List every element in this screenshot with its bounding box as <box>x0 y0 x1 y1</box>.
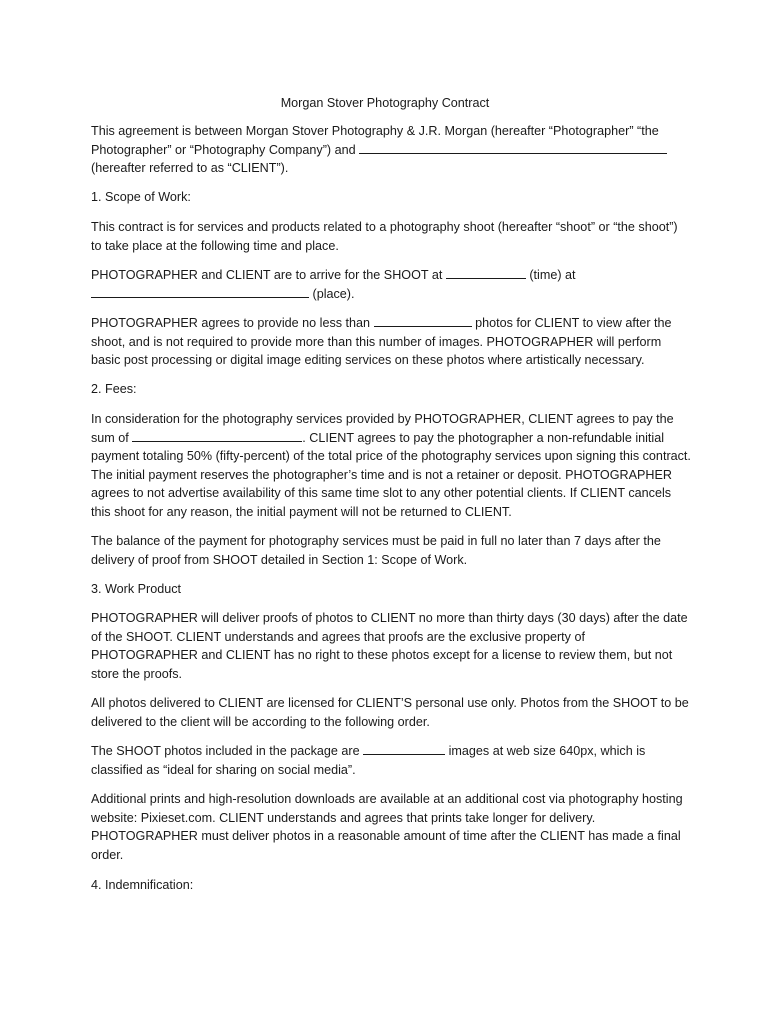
section1-heading: 1. Scope of Work: <box>91 190 191 204</box>
fees-text-end: . CLIENT agrees to pay the photographer a non-refundable initial payment totaling 50% (fifty-percent) of the total price of the photography services upon signing this contract. The initial payment reserves the photographer’s time and is not a retainer or deposit. PHOTOGRAPHER agrees to not advertise availability of this same time slot to any other potential clients. If CLIENT cancels this shoot for any reason, the initial payment will not be returned to CLIENT. <box>91 430 691 519</box>
sum-blank[interactable] <box>132 429 302 442</box>
time-label: (time) at <box>529 268 576 282</box>
photos-count-blank[interactable] <box>374 314 472 327</box>
arrive-text: PHOTOGRAPHER and CLIENT are to arrive for the SHOOT at <box>91 268 443 282</box>
section1-paragraph-2 <box>91 266 691 303</box>
section3-paragraph-2: All photos delivered to CLIENT are licensed for CLIENT’S personal use only. Photos from the SHOOT to be delivered to the client will be according to the following order. <box>91 696 689 729</box>
package-text: The SHOOT photos included in the package are <box>91 744 360 758</box>
section3-paragraph-1: PHOTOGRAPHER will deliver proofs of photos to CLIENT no more than thirty days (30 days) after the date of the SHOOT. CLIENT understands and agrees that proofs are the exclusive property of PHOTOGRAPHER and CLIENT has no right to these photos except for a license to review them, but not store the proofs. <box>91 611 688 681</box>
section1-paragraph-1: This contract is for services and products related to a photography shoot (hereafter “shoot” or “the shoot”) to take place at the following time and place. <box>91 220 678 253</box>
photos-count-text: PHOTOGRAPHER agrees to provide no less than <box>91 316 371 330</box>
section3-paragraph-4: Additional prints and high-resolution downloads are available at an additional cost via photography hosting website: Pixieset.com. CLIENT understands and agrees that prints take longer for delivery. PHOTOGRAPHER must deliver photos in a reasonable amount of time after the CLIENT has made a final order. <box>91 792 683 862</box>
section4-heading: 4. Indemnification: <box>91 878 194 892</box>
time-blank[interactable] <box>446 266 526 279</box>
place-label: (place). <box>312 286 355 301</box>
section3-heading: 3. Work Product <box>91 582 182 596</box>
section2-paragraph-2: The balance of the payment for photography services must be paid in full no later than 7 days after the delivery of proof from SHOOT detailed in Section 1: Scope of Work. <box>91 534 661 567</box>
section2-paragraph-1 <box>91 410 691 522</box>
page-title: Morgan Stover Photography Contract <box>280 96 490 110</box>
intro-text-end: (hereafter referred to as “CLIENT”). <box>91 161 289 176</box>
intro-text: This agreement is between Morgan Stover Photography & J.R. Morgan (hereafter “Photographer” “the Photographer” or “Photography Company”) and <box>91 124 659 157</box>
place-blank[interactable] <box>91 285 309 298</box>
client-name-blank[interactable] <box>359 141 667 154</box>
images-count-blank[interactable] <box>363 742 445 755</box>
intro-paragraph <box>91 122 691 178</box>
package-text-end: images at web size 640px, which is classified as “ideal for sharing on social media”. <box>91 744 646 777</box>
fees-text: In consideration for the photography services provided by PHOTOGRAPHER, CLIENT agrees to pay the sum of <box>91 412 674 445</box>
section3-paragraph-3 <box>91 742 691 779</box>
section2-heading: 2. Fees: <box>91 382 137 396</box>
photos-count-text-end: photos for CLIENT to view after the shoot, and is not required to provide more than this number of images. PHOTOGRAPHER will perform basic post processing or digital image editing services on these photos where artistically necessary. <box>91 316 672 368</box>
section1-paragraph-3 <box>91 314 691 370</box>
